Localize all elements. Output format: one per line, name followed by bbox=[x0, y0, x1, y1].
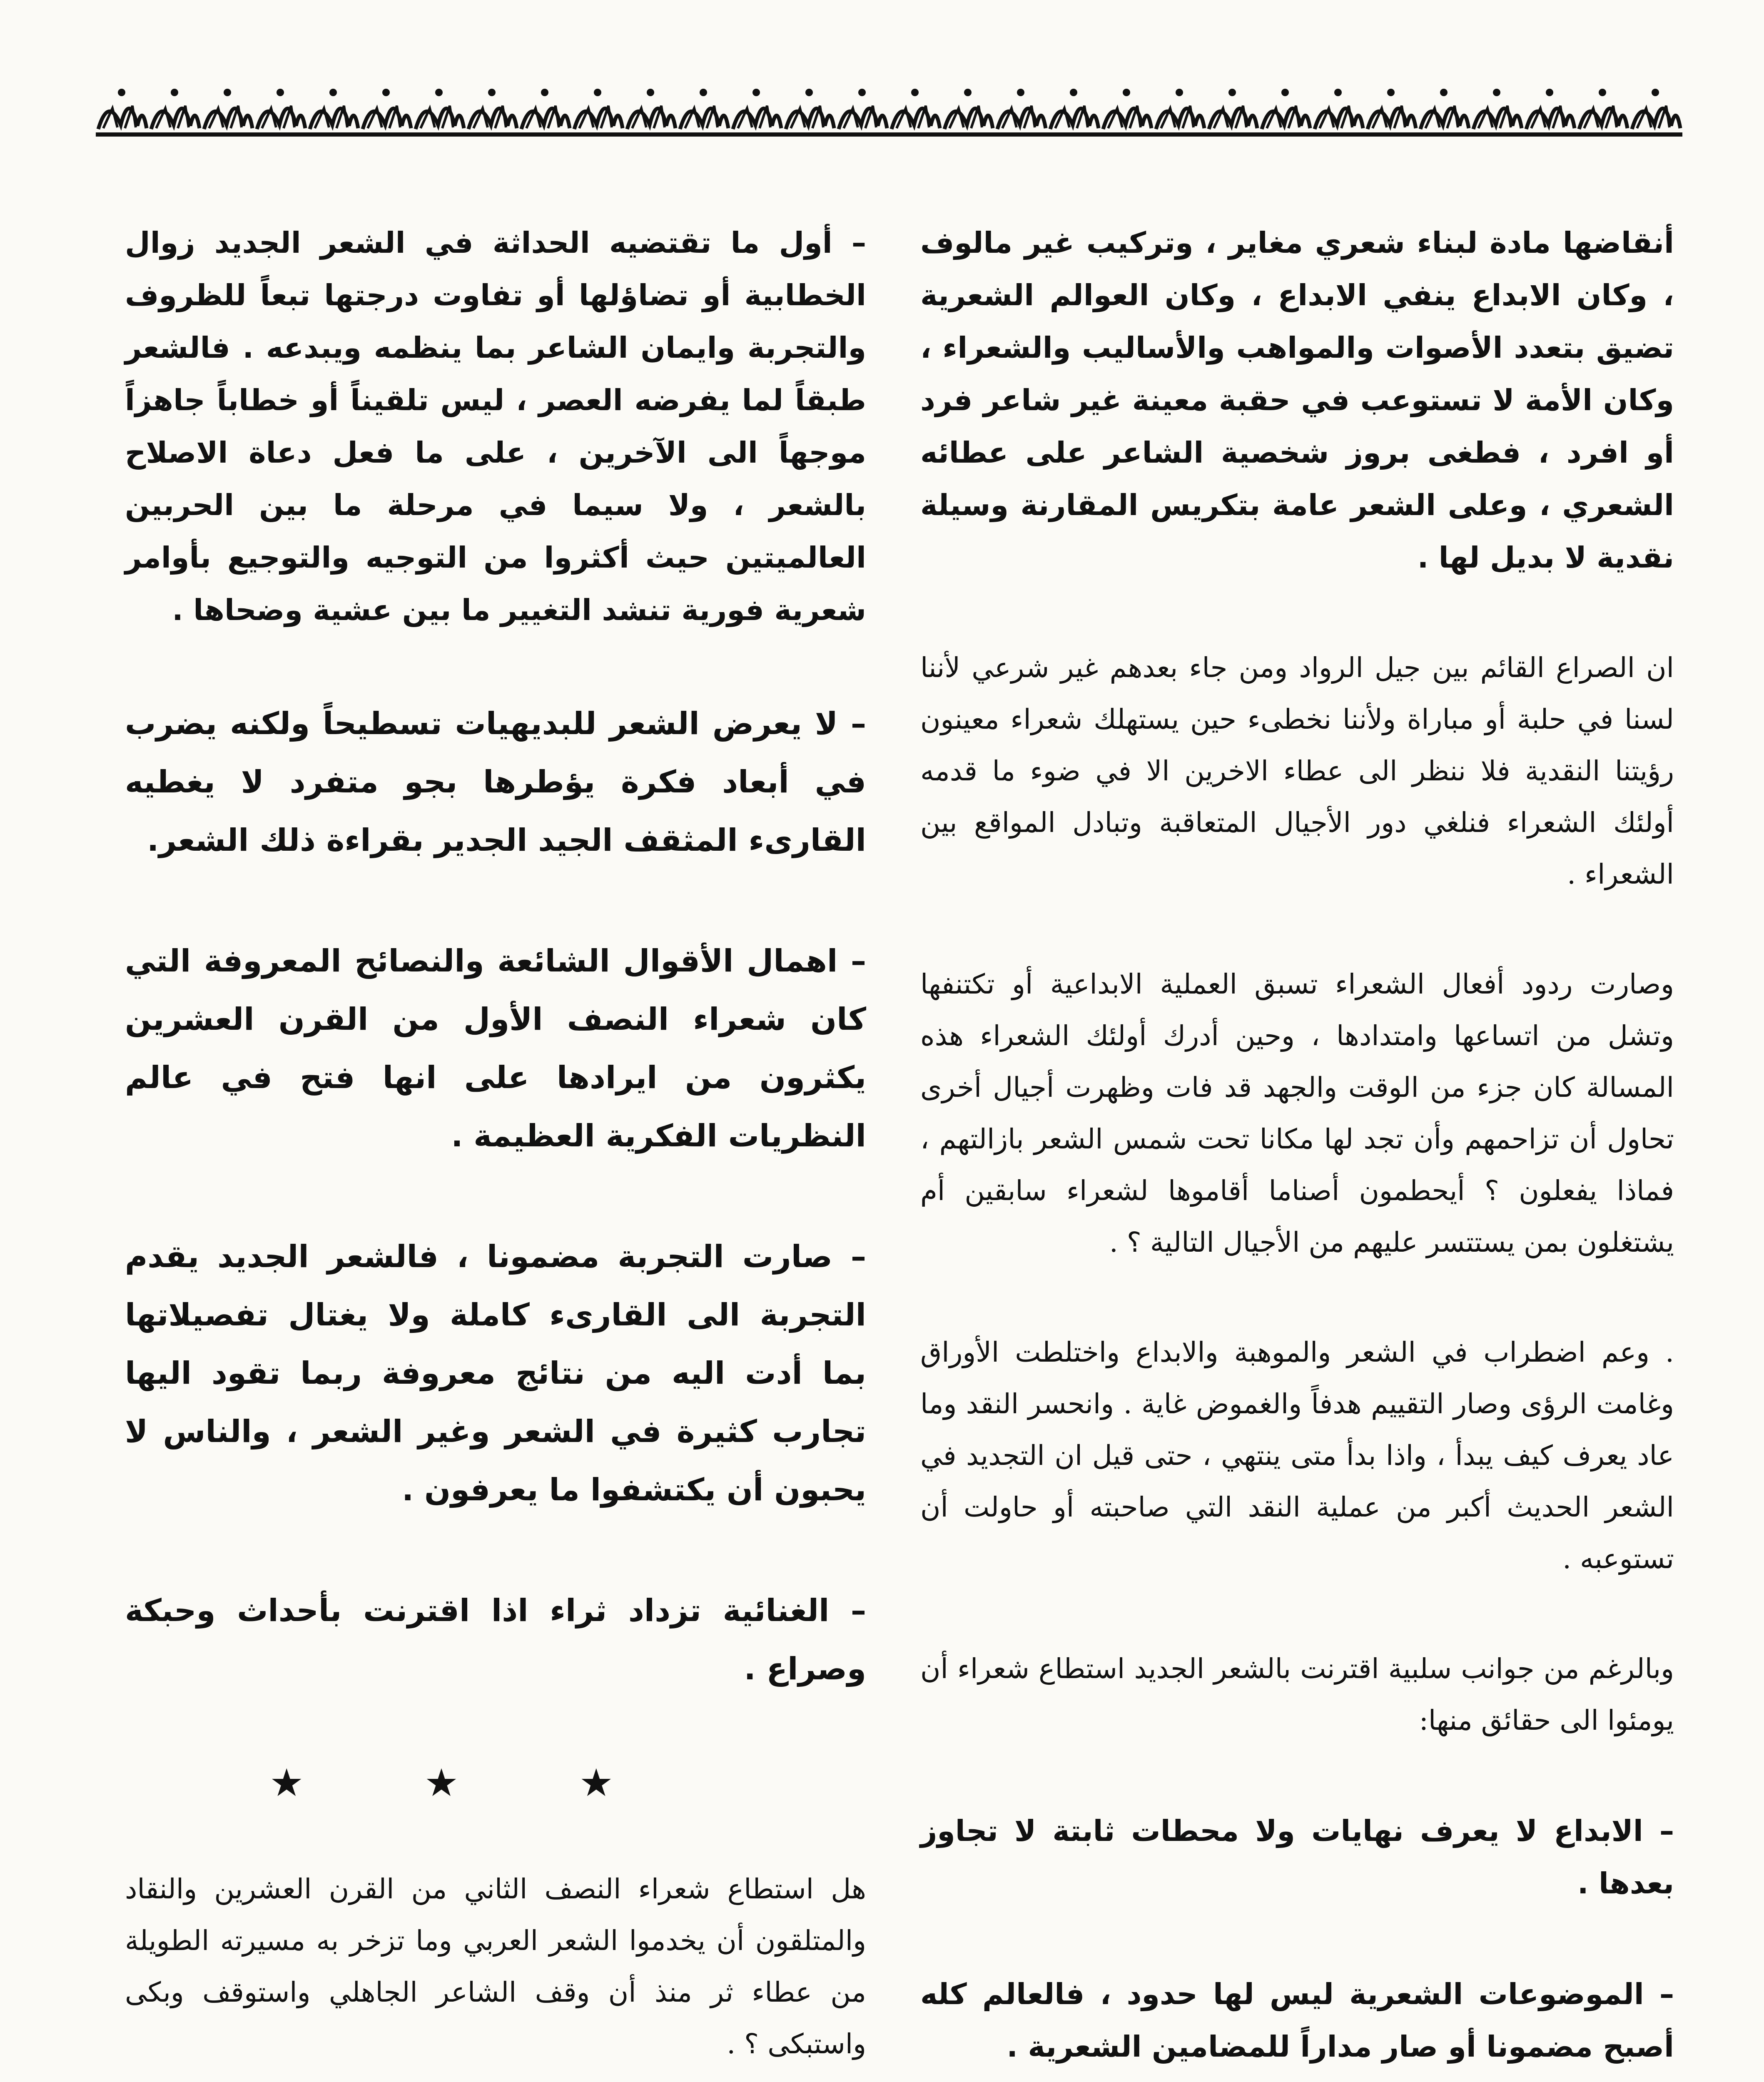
paragraph-6: هل استطاع شعراء النصف الثاني من القرن العشرين والنقاد والمتلقون أن يخدموا الشعر العربي وما تزخر به مسيرته الطويلة من عطاء ثر منذ أن وقف الشاعر الجاهلي واستوقف وبكى واستبكى ؟ . bbox=[125, 1873, 866, 2060]
paragraph-1: أنقاضها مادة لبناء شعري مغاير ، وتركيب غير مالوف ، وكان الابداع ينفي الابداع ، وكان العوالم الشعرية تضيق بتعدد الأصوات والمواهب والأساليب والشعراء ، وكان الأمة لا تستوعب في حقبة معينة غير شاعر فرد أو افرد ، فطغى بروز شخصية الشاعر على عطائه الشعري ، وعلى الشعر عامة بتكريس المقارنة وسيلة نقدية لا بديل لها . bbox=[920, 226, 1674, 575]
paragraph-5: وبالرغم من جوانب سلبية اقترنت بالشعر الجديد استطاع شعراء أن يومئوا الى حقائق منها: bbox=[920, 1653, 1674, 1736]
right-column bbox=[920, 217, 1674, 2082]
bullet-item-7: – صارت التجربة مضمونا ، فالشعر الجديد يقدم التجربة الى القارىء كاملة ولا يغتال تفصيلاتها بما أدت اليه من نتائج معروفة ربما تقود اليها تجارب كثيرة في الشعر وغير الشعر ، والناس لا يحبون أن يكتشفوا ما يعرفون . bbox=[125, 1228, 866, 1519]
bullet-item-5: – لا يعرض الشعر للبديهيات تسطيحاً ولكنه يضرب في أبعاد فكرة يؤطرها بجو متفرد لا يغطيه القارىء المثقف الجيد الجدير بقراءة ذلك الشعر. bbox=[125, 695, 866, 869]
bullet-item-1: – الابداع لا يعرف نهايات ولا محطات ثابتة لا تجاوز بعدها . bbox=[920, 1805, 1674, 1910]
left-column bbox=[125, 217, 866, 2082]
bullet-item-4: – أول ما تقتضيه الحداثة في الشعر الجديد زوال الخطابية أو تضاؤلها أو تفاوت درجتها تبعاً للظروف والتجربة وايمان الشاعر بما ينظمه ويبدعه . فالشعر طبقاً لما يفرضه العصر ، ليس تلقيناً أو خطاباً جاهزاً موجهاً الى الآخرين ، على ما فعل دعاة الاصلاح بالشعر ، ولا سيما في مرحلة ما بين الحربين العالميتين حيث أكثروا من التوجيه والتوجيع بأوامر شعرية فورية تنشد التغيير ما بين عشية وضحاها . bbox=[125, 217, 866, 636]
paragraph-4: . وعم اضطراب في الشعر والموهبة والابداع واختلطت الأوراق وغامت الرؤى وصار التقييم هدفاً والغموض غاية . وانحسر النقد وما عاد يعرف كيف يبدأ ، واذا بدأ متى ينتهي ، حتى قيل ان التجديد في الشعر الحديث أكبر من عملية النقد التي صاحبته أو حاولت أن تستوعبه . bbox=[920, 1336, 1674, 1575]
decorative-border bbox=[96, 79, 1682, 142]
paragraph-3: وصارت ردود أفعال الشعراء تسبق العملية الابداعية أو تكتنفها وتشل من اتساعها وامتدادها ، وحين أدرك أولئك الشعراء هذه المسالة كان جزء من الوقت والجهد قد فات وظهرت أجيال أخرى تحاول أن تزاحمهم وأن تجد لها مكانا تحت شمس الشعر بازالتهم ، فماذا يفعلون ؟ أيحطمون أصناما أقاموها لشعراء سابقين أم يشتغلون بمن يستتسر عليهم من الأجيال التالية ؟ . bbox=[920, 968, 1674, 1258]
section-separator: ★ ★ ★ bbox=[269, 1761, 668, 1805]
bullet-item-8: – الغنائية تزداد ثراء اذا اقترنت بأحداث وحبكة وصراع . bbox=[125, 1581, 866, 1698]
bullet-item-6: – اهمال الأقوال الشائعة والنصائح المعروفة التي كان شعراء النصف الأول من القرن العشرين يكثرون من ايرادها على انها فتح في عالم النظريات الفكرية العظيمة . bbox=[125, 932, 866, 1165]
bullet-item-2: – الموضوعات الشعرية ليس لها حدود ، فالعالم كله أصبح مضمونا أو صار مداراً للمضامين الشعرية . bbox=[920, 1968, 1674, 2073]
paragraph-2: ان الصراع القائم بين جيل الرواد ومن جاء بعدهم غير شرعي لأننا لسنا في حلبة أو مباراة ولأننا نخطىء حين يستهلك شعراء معينون رؤيتنا النقدية فلا ننظر الى عطاء الاخرين الا في ضوء ما قدمه أولئك الشعراء فنلغي دور الأجيال المتعاقبة وتبادل المواقع بين الشعراء . bbox=[920, 652, 1674, 890]
